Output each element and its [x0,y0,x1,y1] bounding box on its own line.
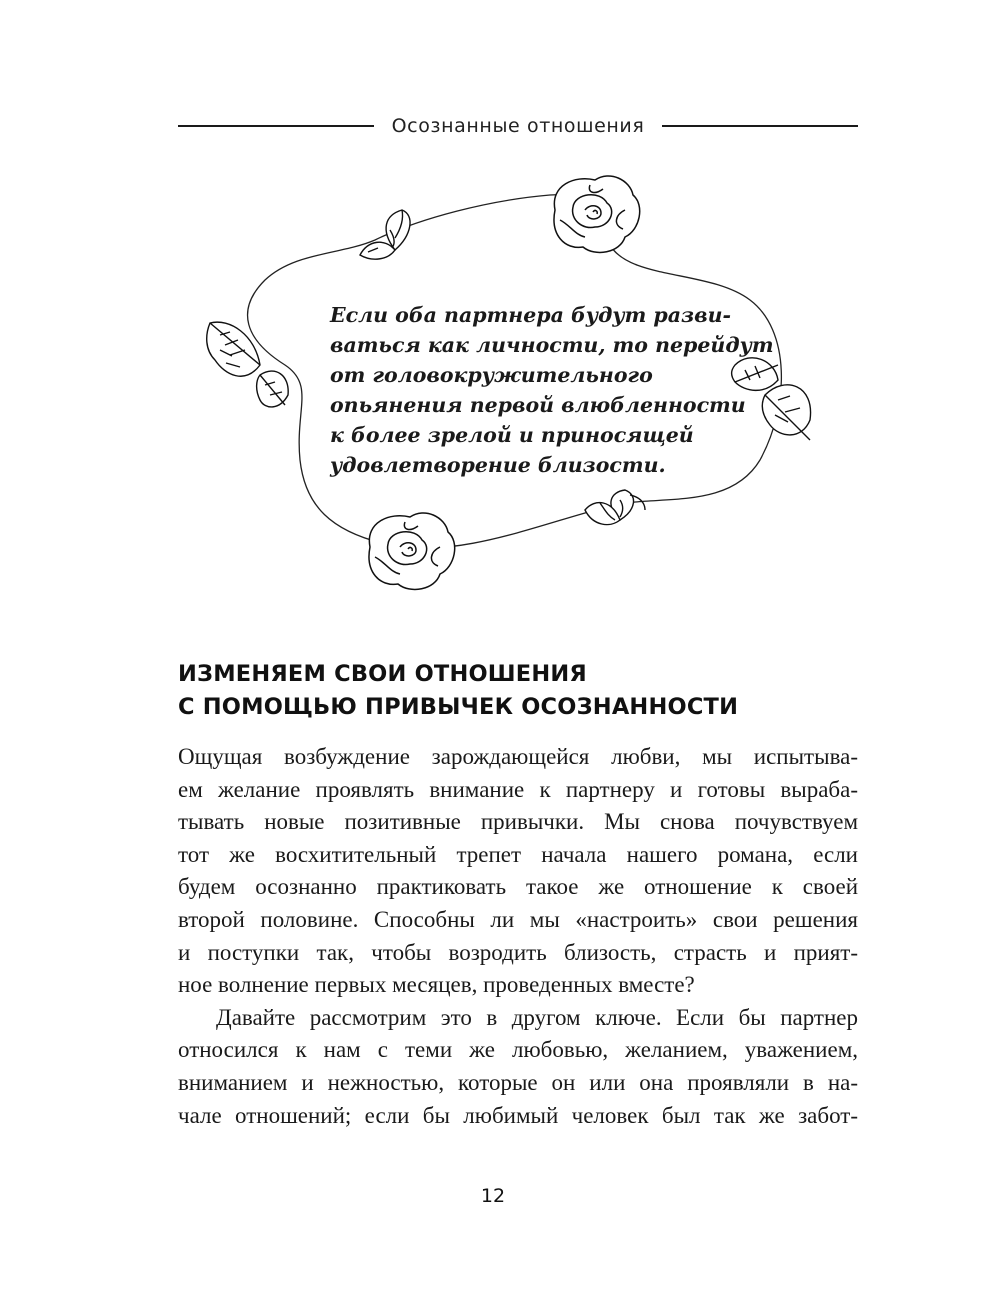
paragraph-2 [178,1002,858,1132]
rosebud-icon-bottom-right [585,490,645,525]
text-line: ем желание проявлять внимание к партнеру и готовы выраба- [178,776,858,802]
text-line: относился к нам с теми же любовью, желанием, уважением, [178,1037,858,1063]
section-heading-line: С ПОМОЩЬЮ ПРИВЫЧЕК ОСОЗНАННОСТИ [178,694,739,720]
text-line: Ощущая возбуждение зарождающейся любви, мы испытыва- [178,744,858,769]
running-head-title: Осознанные отношения [391,115,645,137]
rose-icon-top [554,176,640,252]
quote-line: от головокружительного [330,363,653,387]
page-number: 12 [480,1185,506,1207]
text-line: тывать новые позитивные привычки. Мы снова почувствуем [178,809,858,835]
text-line: и поступки так, чтобы возродить близость, страсть и прият- [178,939,858,965]
body-text [178,741,858,1132]
text-line: Давайте рассмотрим это в другом ключе. Если бы партнер [216,1004,858,1030]
rose-icon-bottom [369,513,455,589]
text-line: вниманием и нежностью, которые он или она проявляли в на- [178,1069,858,1095]
rosebud-icon-top-left [360,210,410,259]
text-line: ное волнение первых месяцев, проведенных вместе? [178,972,695,998]
section-heading-line: ИЗМЕНЯЕМ СВОИ ОТНОШЕНИЯ [178,661,587,687]
quote-line: удовлетворение близости. [330,453,666,477]
section-heading [178,658,858,724]
quote-line: Если оба партнера будут разви- [330,303,731,327]
text-line: второй половине. Способны ли мы «настроить» свои решения [178,906,858,932]
paragraph-1 [178,741,858,1002]
pull-quote [330,300,774,480]
running-head-rule-right [662,125,858,127]
quote-line: опьянения первой влюбленности [330,393,746,417]
text-line: чале отношений; если бы любимый человек был так же забот- [178,1102,858,1128]
text-line: будем осознанно практиковать такое же отношение к своей [178,874,858,900]
leaf-cluster-icon-left [207,322,288,407]
running-head-rule-left [178,125,374,127]
running-head [178,112,858,140]
quote-line: ваться как личности, то перейдут [330,333,774,357]
quote-line: к более зрелой и приносящей [330,423,694,447]
text-line: тот же восхитительный трепет начала нашего романа, если [178,841,858,867]
